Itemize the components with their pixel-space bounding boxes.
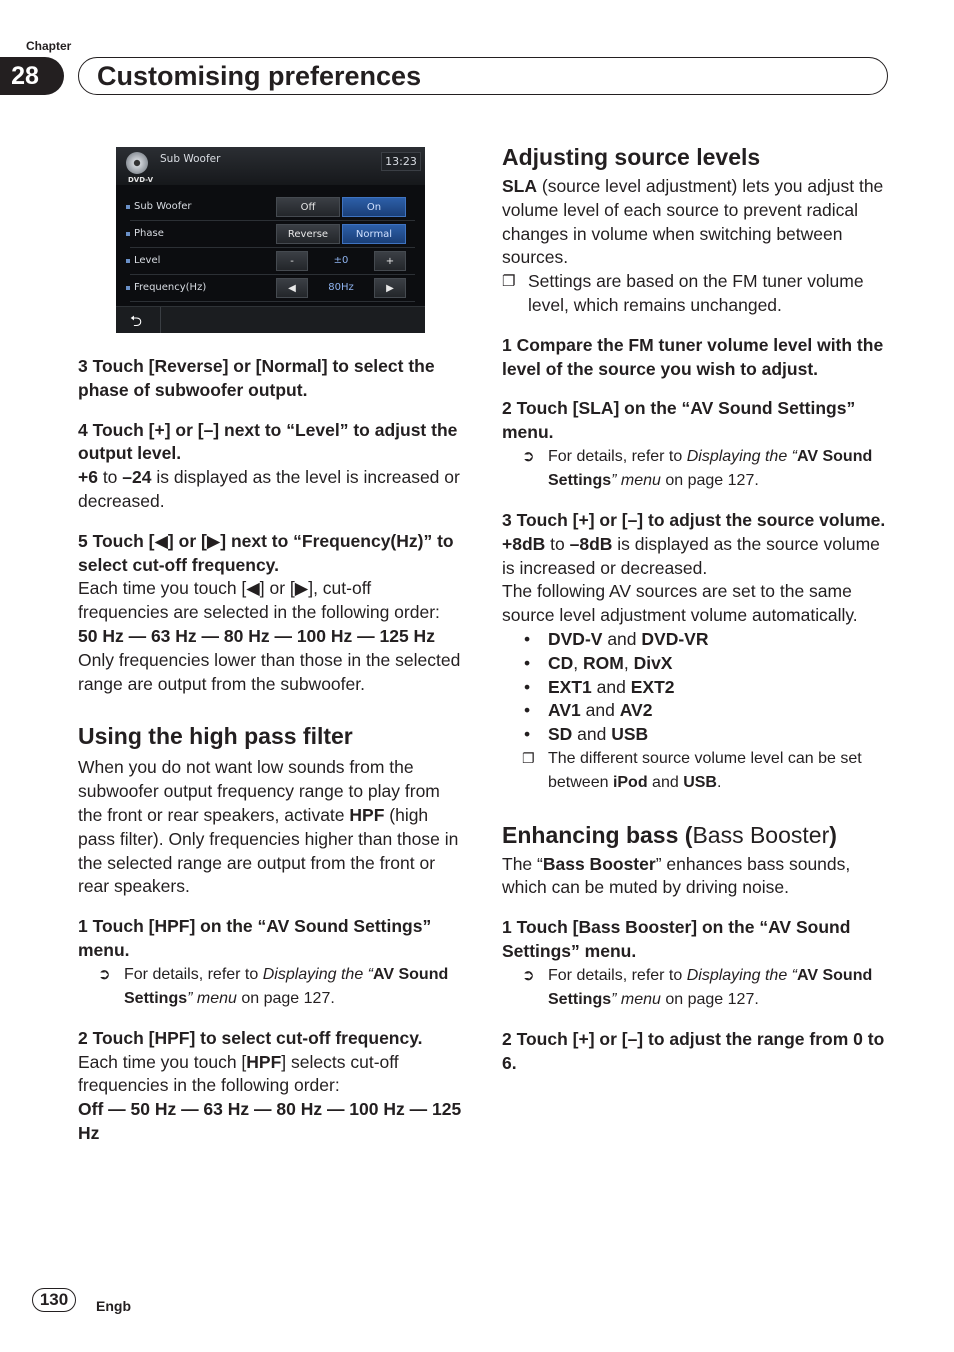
bass-heading: Enhancing bass (Bass Booster) (502, 821, 837, 848)
list-item: • EXT1 and EXT2 (502, 676, 892, 700)
list-item: • CD, ROM, DivX (502, 652, 892, 676)
list-item: • DVD-V and DVD-VR (502, 628, 892, 652)
step-3-reverse-normal: 3 Touch [Reverse] or [Normal] to select the phase of subwoofer output. (78, 356, 435, 400)
right-column (502, 143, 892, 1075)
sla-note: ❐ Settings are based on the FM tuner volume level, which remains unchanged. (502, 271, 864, 315)
back-arrow-icon[interactable]: ⮌ (130, 312, 143, 330)
sla-step-3: 3 Touch [+] or [–] to adjust the source volume. (502, 509, 886, 530)
frequency-left-button[interactable]: ◀ (276, 278, 308, 298)
sla-step-1: 1 Compare the FM tuner volume level with the level of the source you wish to adjust. (502, 334, 884, 379)
sla-reference: ➲ For details, refer to Displaying the “AV Sound Settings” menu on page 127. (502, 445, 892, 493)
hpf-step-2: 2 Touch [HPF] to select cut-off frequency. (78, 1027, 423, 1048)
bullet-icon (126, 286, 130, 290)
level-value: ±0 (333, 255, 349, 266)
sla-step-3-body: +8dB to –8dB is displayed as the source volume is increased or decreased. (502, 533, 880, 578)
hpf-body: When you do not want low sounds from the subwoofer output frequency range to play from the front or rear speakers, activate HPF (high pass filter). Only frequencies higher than those in the selected range are output from the front or rear speakers. (78, 757, 459, 897)
level-minus-button[interactable]: - (276, 251, 308, 271)
bass-step-2: 2 Touch [+] or [–] to adjust the range from 0 to 6. (502, 1028, 885, 1073)
row-label: Phase (134, 228, 164, 239)
screen-top-bar (116, 147, 425, 185)
bullet-icon: • (524, 724, 531, 745)
disc-icon (126, 152, 148, 174)
sub-woofer-off-button[interactable]: Off (276, 197, 340, 217)
chapter-label: Chapter (26, 39, 72, 53)
divider (160, 307, 161, 333)
bass-reference: ➲ For details, refer to Displaying the “AV Sound Settings” menu on page 127. (502, 964, 892, 1012)
hpf-order: Off — 50 Hz — 63 Hz — 80 Hz — 100 Hz — 125 Hz (78, 1099, 462, 1143)
arrow-ref-icon: ➲ (522, 966, 535, 984)
sla-step-2: 2 Touch [SLA] on the “AV Sound Settings” menu. (502, 398, 856, 443)
screen-bottom-bar (116, 306, 425, 333)
step-5-body: Each time you touch [◀] or [▶], cut-off frequencies are selected in the following order: (78, 578, 440, 623)
arrow-ref-icon: ➲ (522, 447, 535, 465)
hpf-step-1: 1 Touch [HPF] on the “AV Sound Settings” menu. (78, 916, 432, 960)
bullet-icon (126, 232, 130, 236)
row-label: Sub Woofer (134, 201, 192, 212)
sub-note: ❐ The different source volume level can be set between iPod and USB. (502, 747, 892, 795)
row-frequency (130, 277, 415, 302)
screen-clock: 13:23 (381, 152, 421, 171)
sub-woofer-on-button[interactable]: On (342, 197, 406, 217)
screen-source: DVD-V (128, 176, 153, 184)
bullet-icon: • (524, 628, 531, 649)
bullet-icon: • (524, 652, 531, 673)
step-4-body: +6 to –24 is displayed as the level is increased or decreased. (78, 467, 460, 511)
hpf-heading: Using the high pass filter (78, 723, 353, 750)
step-5-order: 50 Hz — 63 Hz — 80 Hz — 100 Hz — 125 Hz (78, 625, 435, 646)
arrow-ref-icon: ➲ (98, 965, 111, 983)
left-column (78, 355, 466, 1146)
screen-title: Sub Woofer (160, 153, 221, 165)
chapter-number: 28 (0, 57, 64, 95)
row-label: Level (134, 255, 161, 266)
frequency-right-button[interactable]: ▶ (374, 278, 406, 298)
step-4-level: 4 Touch [+] or [–] next to “Level” to adjust the output level. (78, 419, 458, 464)
page-title: Customising preferences (97, 61, 422, 91)
frequency-value: 80Hz (328, 282, 354, 293)
hpf-step-2-body: Each time you touch [HPF] selects cut-off frequencies in the following order: (78, 1051, 399, 1096)
bullet-icon: • (524, 676, 531, 697)
sla-body: SLA (source level adjustment) lets you adjust the volume level of each source to prevent radical changes in volume when switching between sources. (502, 176, 884, 268)
bullet-icon (126, 205, 130, 209)
sub-woofer-screen (116, 147, 425, 333)
level-plus-button[interactable]: + (374, 251, 406, 271)
page-number: 130 (32, 1288, 76, 1312)
row-sub-woofer (130, 196, 415, 221)
sla-heading: Adjusting source levels (502, 144, 761, 170)
page-language: Engb (96, 1298, 131, 1314)
step-5-frequency: 5 Touch [◀] or [▶] next to “Frequency(Hz)” to select cut-off frequency. (78, 530, 454, 575)
phase-normal-button[interactable]: Normal (342, 224, 406, 244)
list-item: • AV1 and AV2 (502, 699, 892, 723)
list-item: • SD and USB (502, 723, 892, 747)
bass-body: The “Bass Booster” enhances bass sounds, which can be muted by driving noise. (502, 853, 851, 898)
row-phase (130, 223, 415, 248)
phase-reverse-button[interactable]: Reverse (276, 224, 340, 244)
hpf-reference: ➲ For details, refer to Displaying the “AV Sound Settings” menu on page 127. (78, 963, 466, 1011)
bullet-icon: • (524, 700, 531, 721)
row-level (130, 250, 415, 275)
sla-step-3-after: The following AV sources are set to the same source level adjustment volume automatically. (502, 581, 858, 626)
bullet-icon (126, 259, 130, 263)
checkbox-note-icon: ❐ (522, 749, 535, 766)
bass-step-1: 1 Touch [Bass Booster] on the “AV Sound Settings” menu. (502, 917, 851, 961)
checkbox-note-icon: ❐ (502, 273, 516, 291)
row-label: Frequency(Hz) (134, 282, 207, 293)
step-5-after: Only frequencies lower than those in the selected range are output from the subwoofer. (78, 649, 461, 694)
